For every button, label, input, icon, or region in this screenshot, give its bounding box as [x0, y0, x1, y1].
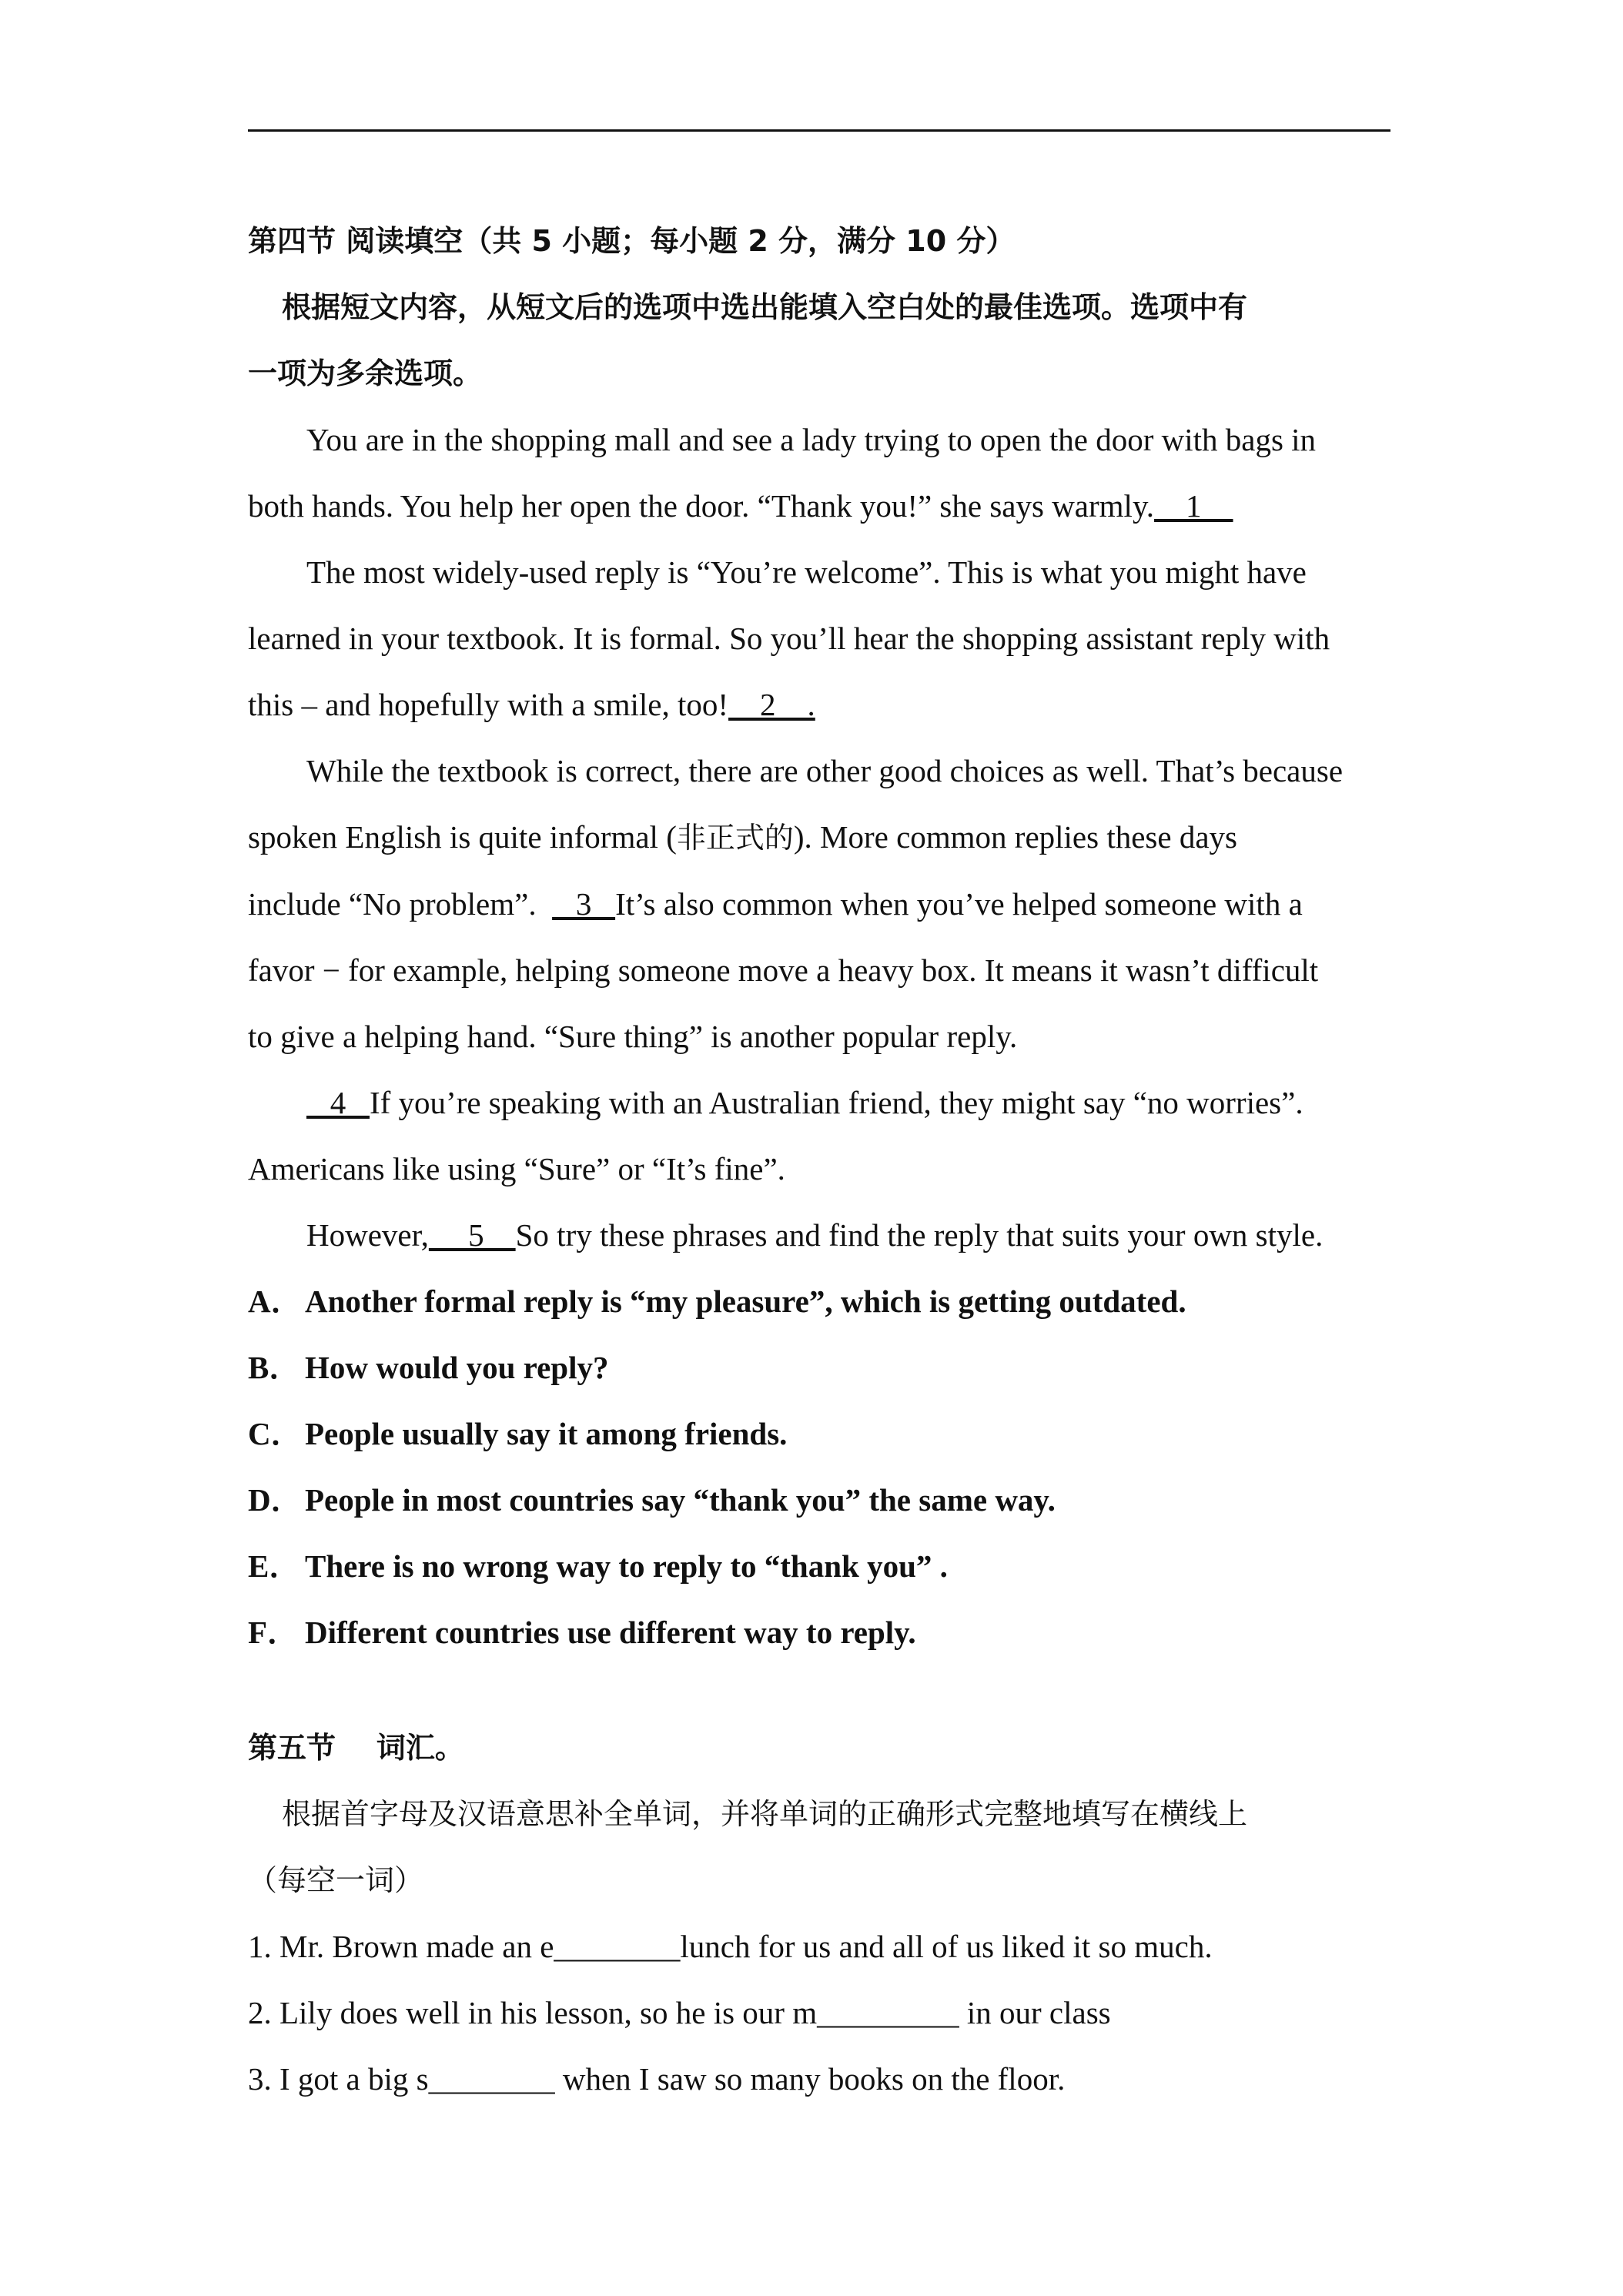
option-letter: A．	[248, 1284, 303, 1319]
vocab-item-1	[248, 1913, 1395, 1980]
worksheet-content	[248, 208, 1395, 2112]
vocab-item-text: 2. Lily does well in his lesson, so he is our m	[248, 1995, 818, 2030]
vocab-item-text: in our class	[959, 1995, 1111, 2030]
option-text: How would you reply?	[305, 1350, 609, 1385]
passage-p1-line2	[248, 473, 1395, 539]
passage-p3-text-b: ). More common replies these days	[793, 819, 1237, 855]
passage-p5-text-b: So try these phrases and find the reply that suits your own style.	[515, 1217, 1323, 1253]
passage-p5-line1	[248, 1202, 1395, 1268]
blank-2: 2 .	[728, 687, 815, 722]
option-letter: B．	[248, 1350, 301, 1385]
option-a	[248, 1268, 1395, 1334]
vocab-blank[interactable]: ________	[554, 1929, 681, 1964]
option-c	[248, 1401, 1395, 1467]
option-e	[248, 1533, 1395, 1599]
header-rule	[248, 129, 1390, 132]
passage-p2-text: this – and hopefully with a smile, too!	[248, 687, 729, 722]
section4-instruction-line1: 根据短文内容，从短文后的选项中选出能填入空白处的最佳选项。选项中有	[282, 290, 1248, 324]
passage-p3-line2	[248, 804, 1395, 871]
vocab-item-text: 3. I got a big s	[248, 2061, 429, 2097]
option-d	[248, 1467, 1395, 1533]
option-text: People in most countries say “thank you” the same way.	[305, 1482, 1056, 1518]
passage-p3-line5: to give a helping hand. “Sure thing” is another popular reply.	[248, 1019, 1018, 1054]
passage-p4-text: If you’re speaking with an Australian friend, they might say “no worries”.	[370, 1085, 1303, 1120]
section4-title: 第四节 阅读填空（共 5 小题；每小题 2 分，满分 10 分）	[248, 224, 1016, 258]
blank-3: 3	[552, 886, 616, 922]
option-text: Another formal reply is “my pleasure”, which is getting outdated.	[305, 1284, 1186, 1319]
passage-p4-line1	[248, 1069, 1395, 1136]
blank-4: 4	[306, 1085, 370, 1120]
blank-5: 5	[428, 1217, 516, 1253]
passage-p5-text-a: However,	[306, 1217, 429, 1253]
passage-p1-line1: You are in the shopping mall and see a lady trying to open the door with bags in	[306, 422, 1317, 457]
passage-p4-line2: Americans like using “Sure” or “It’s fine”.	[248, 1151, 785, 1186]
passage-p3-line4: favor − for example, helping someone move a heavy box. It means it wasn’t difficult	[248, 952, 1319, 988]
passage-p3-text-d: It’s also common when you’ve helped someone with a	[615, 886, 1303, 922]
option-letter: D．	[248, 1482, 303, 1518]
passage-p2-line2: learned in your textbook. It is formal. So you’ll hear the shopping assistant reply with	[248, 621, 1330, 656]
option-text: People usually say it among friends.	[305, 1416, 788, 1451]
vocab-item-text: when I saw so many books on the floor.	[554, 2061, 1066, 2097]
vocab-blank[interactable]: ________	[428, 2061, 555, 2097]
option-f	[248, 1599, 1395, 1665]
passage-p3-cjk-gloss: 非正式的	[676, 821, 794, 855]
option-text: Different countries use different way to reply.	[305, 1615, 916, 1650]
passage-p3-text-a: spoken English is quite informal (	[248, 819, 677, 855]
passage-p2-line3	[248, 671, 1395, 738]
section5-instruction-line2: （每空一词）	[248, 1863, 424, 1897]
passage-p2-line1: The most widely-used reply is “You’re welcome”. This is what you might have	[306, 554, 1307, 590]
section5-title: 第五节 词汇。	[248, 1731, 464, 1765]
passage-p1-text: both hands. You help her open the door. “Thank you!” she says warmly.	[248, 488, 1155, 524]
passage-p3-line1: While the textbook is correct, there are other good choices as well. That’s because	[306, 753, 1344, 788]
option-text: There is no wrong way to reply to “thank you” .	[305, 1548, 948, 1584]
vocab-item-3	[248, 2046, 1395, 2112]
blank-1: 1	[1154, 488, 1233, 524]
passage-p3-line3	[248, 871, 1395, 937]
section4-instruction-line2: 一项为多余选项。	[248, 356, 483, 390]
vocab-item-text: lunch for us and all of us liked it so much.	[680, 1929, 1213, 1964]
option-letter: F．	[248, 1615, 300, 1650]
section5-instruction-line1: 根据首字母及汉语意思补全单词，并将单词的正确形式完整地填写在横线上	[282, 1797, 1248, 1831]
option-letter: E．	[248, 1548, 301, 1584]
option-b	[248, 1334, 1395, 1401]
vocab-item-text: 1. Mr. Brown made an e	[248, 1929, 554, 1964]
vocab-blank[interactable]: _________	[817, 1995, 959, 2030]
option-letter: C．	[248, 1416, 303, 1451]
vocab-item-2	[248, 1980, 1395, 2046]
passage-p3-text-c: include “No problem”.	[248, 886, 553, 922]
